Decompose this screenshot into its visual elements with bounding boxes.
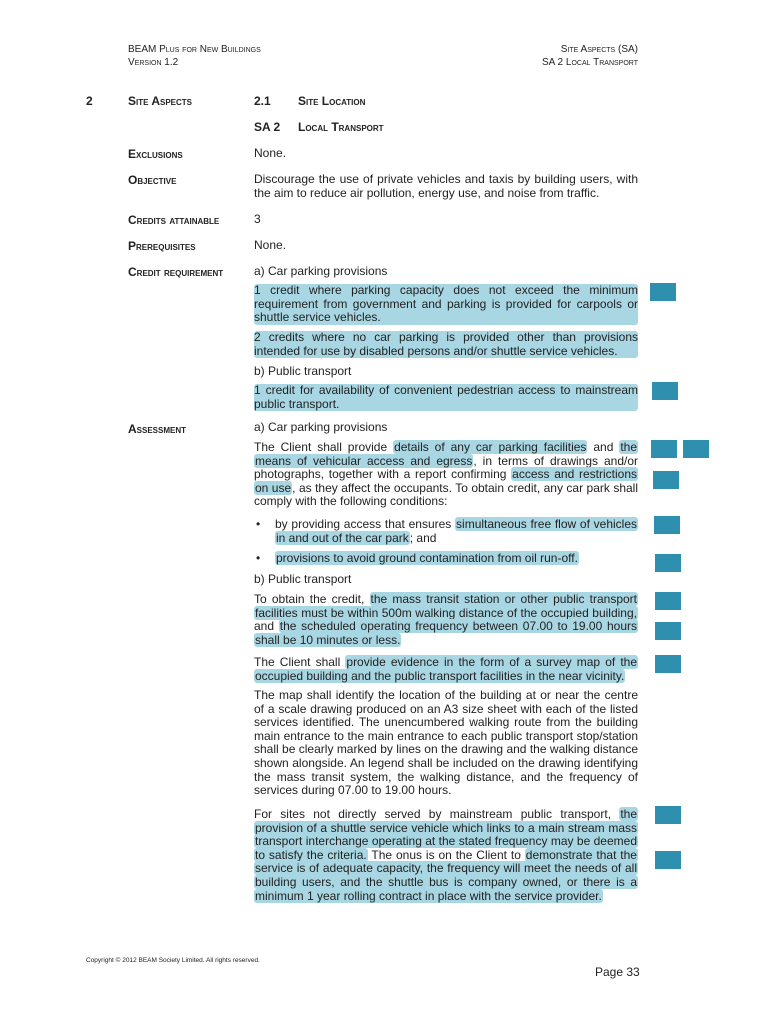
highlight-span: simultaneous free flow of vehicles in and out of the car park [276, 517, 637, 545]
text-span: ; and [409, 530, 437, 545]
text-span: , in terms of drawings and/or photographs, together with a report confirming [254, 453, 639, 482]
assessment-bullet-2 [275, 552, 638, 566]
highlight-span: demonstrate that the service is of adequate capacity, the frequency will meet the needs of all building users, and the shuttle bus is company owned, or there is a minimum 1 year rolling contract in place with the service provider. [255, 847, 637, 903]
objective-label: Objective [128, 173, 177, 187]
annotation-marker[interactable] [655, 806, 681, 824]
assessment-paragraph-2 [254, 593, 638, 647]
highlight-span: access and restrictions on use [255, 467, 637, 495]
credit-req-a-item2: 2 credits where no car parking is provided other than provisions intended for use by disabled persons and/or shuttle service vehicles. [254, 330, 638, 358]
highlight-span: the mass transit station or other public transport facilities must be within 500m walking distance of the occupied building, [255, 592, 637, 620]
credit-code: SA 2 [254, 120, 281, 134]
prerequisites-label: Prerequisites [128, 239, 196, 253]
assessment-b-heading: b) Public transport [254, 572, 352, 586]
annotation-marker[interactable] [655, 554, 681, 572]
header-section-subtitle: SA 2 Local Transport [541, 57, 638, 68]
text-span: and [587, 440, 620, 454]
assessment-paragraph-1 [254, 441, 638, 509]
annotation-marker[interactable] [655, 655, 681, 673]
text-span: The onus is on the Client to [367, 847, 525, 862]
annotation-marker[interactable] [651, 440, 677, 458]
footer-copyright: Copyright © 2012 BEAM Society Limited. All rights reserved. [86, 957, 260, 964]
annotation-marker[interactable] [654, 516, 680, 534]
text-span: The Client shall provide [254, 440, 394, 454]
annotation-marker[interactable] [650, 283, 676, 301]
highlight-span: the provision of a shuttle service vehicle which links to a main stream mass transport interchange operating at the stated frequency may be deemed to satisfy the criteria. [255, 807, 637, 862]
header-doc-title: BEAM Plus for New Buildings [128, 44, 261, 55]
text-span: , as they affect the occupants. To obtain credit, any car park shall comply with the following conditions: [254, 480, 639, 509]
assessment-paragraph-4: The map shall identify the location of the building at or near the centre of a scale drawing produced on an A3 size sheet with each of the listed services identified. The unencumbered walking route from the building main entrance to the main entrance to each public transport stop/station shall be clearly marked by lines on the drawing and the walking distance shown alongside. An legend shall be included on the drawing identifying the mass transit system, the walking distance, and the frequency of services during 07.00 to 19.00 hours. [254, 688, 638, 798]
exclusions-label: Exclusions [128, 147, 183, 161]
exclusions-value: None. [254, 146, 287, 160]
credit-req-b-item1: 1 credit for availability of convenient pedestrian access to mainstream public transport. [254, 383, 638, 411]
section-number: 2 [86, 94, 93, 108]
bullet-marker: • [256, 551, 261, 565]
section-title: Site Aspects [128, 94, 193, 108]
highlight-span: provide evidence in the form of a survey map of the occupied building and the public transport facilities in the near vicinity. [255, 655, 638, 683]
subsection-title: Site Location [298, 94, 366, 108]
bullet-marker: • [256, 517, 261, 531]
assessment-paragraph-3 [254, 656, 638, 683]
annotation-marker[interactable] [683, 440, 709, 458]
text-span: and [254, 619, 279, 634]
header-section-title: Site Aspects (SA) [560, 44, 638, 55]
prerequisites-value: None. [254, 238, 287, 252]
highlight-span: details of any car parking facilities [394, 440, 587, 454]
page-number: Page 33 [595, 965, 640, 979]
subsection-number: 2.1 [254, 94, 271, 108]
annotation-marker[interactable] [653, 471, 679, 489]
credit-req-b-heading: b) Public transport [254, 364, 352, 378]
assessment-paragraph-5 [254, 808, 638, 903]
credits-attainable-label: Credits attainable [128, 213, 220, 227]
highlight-span: the scheduled operating frequency between 07.00 to 19.00 hours shall be 10 minutes or less. [255, 619, 637, 647]
annotation-marker[interactable] [655, 851, 681, 869]
text-span: For sites not directly served by mainstream public transport, [254, 807, 620, 821]
text-span: by providing access that ensures [275, 517, 456, 531]
assessment-label: Assessment [128, 422, 187, 436]
text-span: To obtain the credit, [254, 592, 370, 606]
highlight-span: provisions to avoid ground contamination from oil run-off. [276, 551, 578, 565]
assessment-bullet-1 [275, 518, 638, 545]
credit-code-title: Local Transport [298, 120, 384, 134]
highlight-span: the means of vehicular access and egress [255, 440, 637, 468]
annotation-marker[interactable] [652, 382, 678, 400]
credit-requirement-label: Credit requirement [128, 265, 224, 279]
credit-req-a-heading: a) Car parking provisions [254, 264, 388, 278]
credits-attainable-value: 3 [254, 212, 261, 226]
annotation-marker[interactable] [655, 622, 681, 640]
header-doc-version: Version 1.2 [128, 57, 179, 68]
annotation-marker[interactable] [655, 592, 681, 610]
objective-value: Discourage the use of private vehicles and taxis by building users, with the aim to reduce air pollution, energy use, and noise from traffic. [254, 172, 638, 200]
text-span: The Client shall [254, 655, 346, 669]
assessment-a-heading: a) Car parking provisions [254, 420, 388, 434]
credit-req-a-item1: 1 credit where parking capacity does not exceed the minimum requirement from government and parking is provided for carpools or shuttle service vehicles. [254, 283, 638, 325]
